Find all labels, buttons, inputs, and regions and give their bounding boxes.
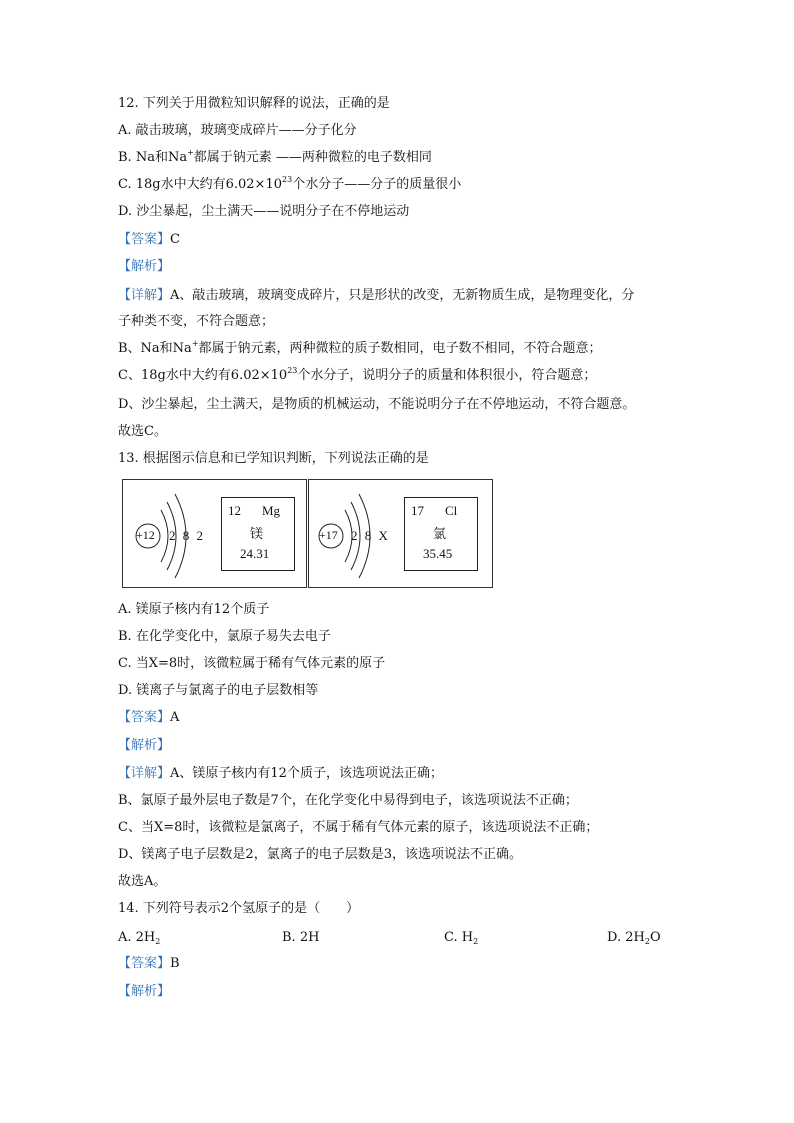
q12-answer: 【答案】C — [118, 232, 180, 247]
magnesium-figure — [122, 479, 307, 588]
magnesium-atomic-mass: 24.31 — [240, 546, 270, 561]
q13-conclusion: 故选A。 — [118, 874, 167, 889]
chlorine-element-card — [404, 497, 478, 571]
magnesium-symbol: Mg — [262, 503, 281, 518]
chlorine-electron-shells: 2 8 X — [351, 528, 390, 543]
q14-option-a: A. $2H_2$ — [118, 930, 161, 946]
magnesium-electron-shells: 2 8 2 — [169, 528, 205, 543]
q13-option-c: C. 当X=8时，该微粒属于稀有气体元素的原子 — [118, 656, 386, 671]
q14-option-d: D. $2H_2O$ — [607, 930, 661, 946]
q12-conclusion: 故选C。 — [118, 424, 167, 439]
q13-option-a: A. 镁原子核内有12个质子 — [118, 602, 270, 617]
q14-stem: 14. 下列符号表示2个氢原子的是（ ） — [118, 901, 360, 916]
q12-detail-a: 【详解】A、敲击玻璃，玻璃变成碎片，只是形状的改变，无新物质生成，是物理变化，分 — [118, 288, 635, 303]
chlorine-nucleus-charge: +17 — [319, 528, 338, 542]
chlorine-atomic-number: 17 — [411, 503, 424, 518]
magnesium-element-card — [221, 497, 295, 571]
q12-option-d: D. 沙尘暴起，尘土满天——说明分子在不停地运动 — [118, 204, 410, 219]
q14-answer: 【答案】B — [118, 956, 180, 971]
q13-analysis-label: 【解析】 — [118, 738, 171, 753]
q12-detail-c: C、18g水中大约有$6.02\times 10^{23}$个水分子，说明分子的质量和体积很小，符合题意； — [118, 366, 597, 383]
q12-option-c: C. 18g水中大约有$6.02\times 10^{23}$个水分子——分子的质量很小 — [118, 175, 462, 192]
q12-detail-d: D、沙尘暴起，尘土满天，是物质的机械运动，不能说明分子在不停地运动，不符合题意。 — [118, 397, 636, 412]
q13-option-b: B. 在化学变化中，氯原子易失去电子 — [118, 629, 331, 644]
q13-detail-c: C、当X=8时，该微粒是氯离子，不属于稀有气体元素的原子，该选项说法不正确； — [118, 820, 599, 835]
q13-detail-b: B、氯原子最外层电子数是7个，在化学变化中易得到电子，该选项说法不正确； — [118, 793, 578, 808]
chlorine-figure — [308, 479, 493, 588]
chlorine-symbol: Cl — [445, 503, 458, 518]
magnesium-nucleus-charge: +12 — [136, 528, 155, 542]
q13-stem: 13. 根据图示信息和已学知识判断，下列说法正确的是 — [118, 451, 429, 466]
q12-option-a: A. 敲击玻璃，玻璃变成碎片——分子化分 — [118, 123, 357, 138]
magnesium-shell-arc-1 — [161, 510, 168, 562]
q14-analysis-label: 【解析】 — [118, 984, 171, 999]
q12-option-b: B. Na和Na+都属于钠元素 ——两种微粒的电子数相同 — [118, 148, 432, 165]
q12-analysis-label: 【解析】 — [118, 259, 171, 274]
q14-option-c: C. $H_2$ — [444, 930, 479, 946]
q13-answer: 【答案】A — [118, 710, 180, 725]
magnesium-atomic-number: 12 — [228, 503, 241, 518]
q12-stem: 12. 下列关于用微粒知识解释的说法，正确的是 — [118, 96, 390, 111]
q12-detail-a-cont: 子种类不变，不符合题意； — [118, 314, 275, 329]
q14-option-b: B. 2H — [282, 930, 320, 945]
q13-detail-a: 【详解】A、镁原子核内有12个质子，该选项说法正确； — [118, 766, 443, 781]
magnesium-name: 镁 — [250, 526, 264, 541]
chlorine-atomic-mass: 35.45 — [423, 546, 453, 561]
q13-option-d: D. 镁离子与氯离子的电子层数相等 — [118, 683, 319, 698]
q12-detail-b: B、Na和Na+都属于钠元素，两种微粒的质子数相同，电子数不相同，不符合题意； — [118, 339, 602, 356]
chlorine-name: 氯 — [433, 526, 447, 541]
q13-detail-d: D、镁离子电子层数是2，氯离子的电子层数是3，该选项说法不正确。 — [118, 847, 522, 862]
